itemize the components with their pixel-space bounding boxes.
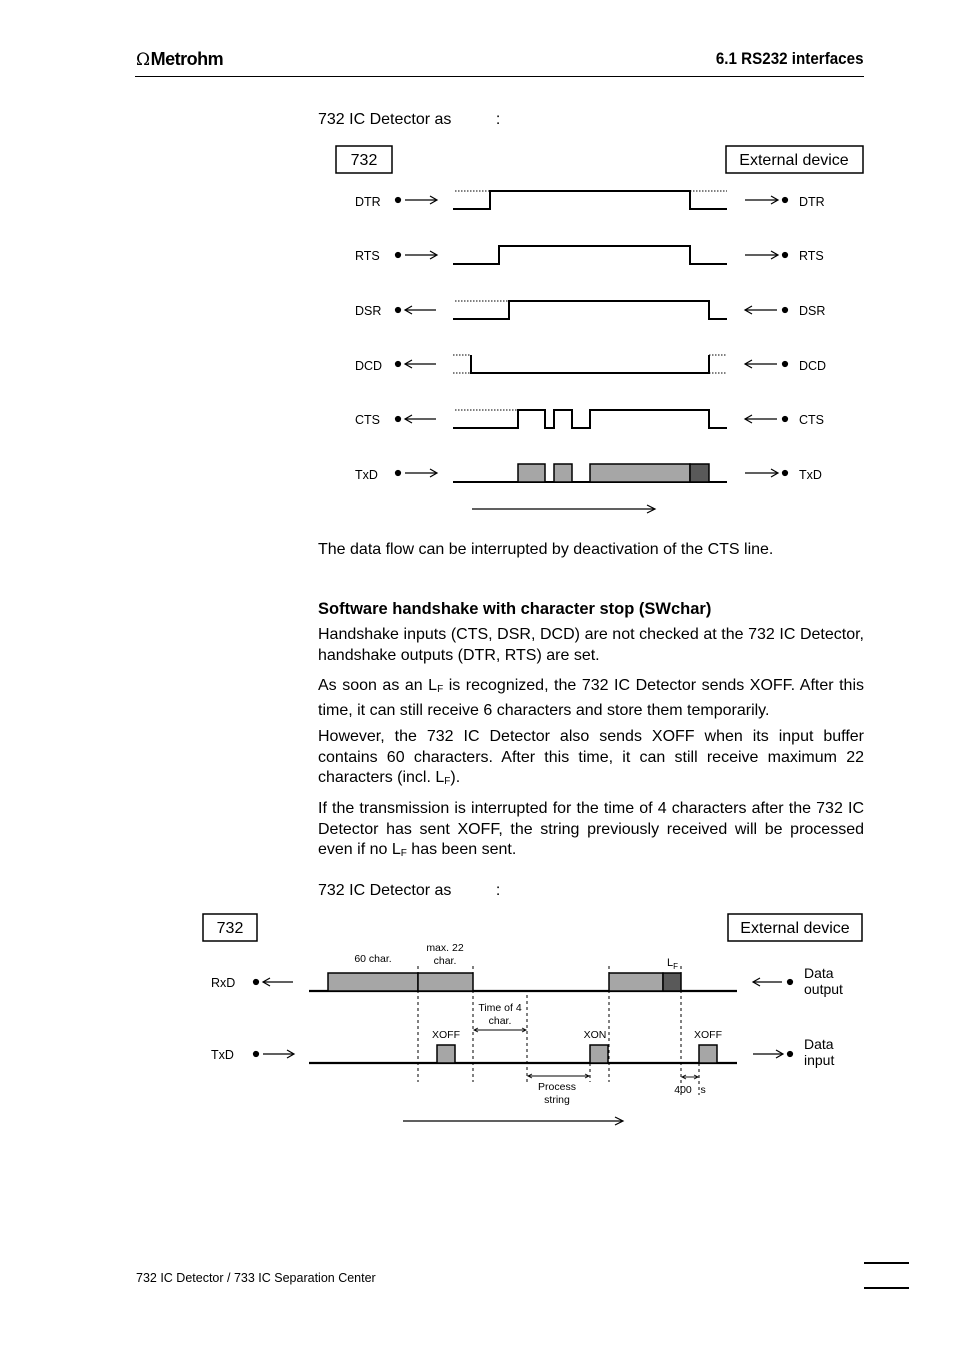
cts-note: The data flow can be interrupted by deactivation of the CTS line. — [318, 541, 774, 558]
diagram1-caption: 732 IC Detector as : — [318, 111, 501, 128]
txd2-xon — [590, 1045, 608, 1063]
label-time-l1: Time of 4 — [478, 1002, 522, 1014]
txd-block-2 — [554, 464, 572, 482]
rxd-block-max22 — [418, 973, 473, 991]
txd-block-3 — [590, 464, 690, 482]
txd-block-1 — [518, 464, 545, 482]
sig-right-rts: RTS — [799, 249, 824, 263]
box2-732-label: 732 — [216, 920, 244, 937]
omega-logo-icon: Ω — [136, 50, 150, 70]
sig-left-rts: RTS — [355, 249, 380, 263]
label-max22-l2: char. — [433, 955, 457, 967]
label-xoff-1: XOFF — [432, 1029, 460, 1041]
section-title: 6.1 RS232 interfaces — [716, 50, 864, 68]
label-lf: $L_F$ — [667, 957, 679, 971]
footer-rule-top — [864, 1262, 909, 1264]
label-xon: XON — [583, 1029, 607, 1041]
sig2-txd: TxD — [211, 1048, 234, 1062]
wave-dtr — [453, 191, 727, 209]
label-process-l1: Process — [538, 1081, 576, 1093]
paragraph-3: However, the 732 IC Detector also sends XOFF when its input buffer contains 60 characters. After this time, it can still receive maximum 22 characters (incl. $L_F$). — [318, 728, 864, 787]
rxd-block-60 — [328, 973, 418, 991]
data-input-l2: input — [804, 1052, 835, 1068]
txd2-xoff-2 — [699, 1045, 717, 1063]
label-max22-l1: max. 22 — [426, 942, 464, 954]
rxd-block-3 — [609, 973, 663, 991]
label-time-l2: char. — [488, 1015, 512, 1027]
wave-rts — [453, 246, 727, 264]
footer-text: 732 IC Detector / 733 IC Separation Center — [136, 1271, 376, 1285]
sig-left-dcd: DCD — [355, 359, 383, 373]
box-external-label: External device — [739, 152, 849, 169]
paragraph-1: Handshake inputs (CTS, DSR, DCD) are not checked at the 732 IC Detector, handshake outputs (DTR, RTS) are set. — [318, 626, 864, 664]
sig-right-dtr: DTR — [799, 195, 825, 209]
sig-right-dcd: DCD — [799, 359, 827, 373]
data-output-l1: Data — [804, 965, 834, 981]
rxd-block-lf — [663, 973, 681, 991]
sig2-rxd: RxD — [211, 976, 236, 990]
sig-left-txd: TxD — [355, 468, 378, 482]
sig-left-dsr: DSR — [355, 304, 382, 318]
label-xoff-2: XOFF — [694, 1029, 722, 1041]
label-60-char: 60 char. — [354, 953, 392, 965]
paragraph-2: As soon as an $L_F$ is recognized, the 732 IC Detector sends XOFF. After this time, it can still receive 6 characters and store them temporarily. — [318, 677, 864, 719]
data-output-l2: output — [804, 981, 843, 997]
sig-right-txd: TxD — [799, 468, 822, 482]
footer-rule-bottom — [864, 1287, 909, 1289]
data-input-l1: Data — [804, 1036, 834, 1052]
box2-external-label: External device — [740, 920, 850, 937]
diagram2-caption: 732 IC Detector as : — [318, 882, 501, 899]
txd2-xoff-1 — [437, 1045, 455, 1063]
sig-right-cts: CTS — [799, 413, 824, 427]
txd-block-lf — [690, 464, 709, 482]
wave-dcd — [471, 355, 709, 373]
sig-right-dsr: DSR — [799, 304, 826, 318]
wave-dsr — [453, 301, 727, 319]
wave-cts — [453, 410, 727, 428]
label-process-l2: string — [544, 1094, 570, 1106]
section-heading: Software handshake with character stop (SWchar) — [318, 600, 712, 618]
sig-left-dtr: DTR — [355, 195, 381, 209]
sig-left-cts: CTS — [355, 413, 380, 427]
logo-text: Metrohm — [150, 49, 224, 69]
box-732-label: 732 — [350, 152, 378, 169]
label-delay: 400 s — [674, 1084, 706, 1096]
paragraph-4: If the transmission is interrupted for the time of 4 characters after the 732 IC Detector has sent XOFF, the string previously received will be processed even if no $L_F$ has been sent. — [318, 800, 864, 859]
